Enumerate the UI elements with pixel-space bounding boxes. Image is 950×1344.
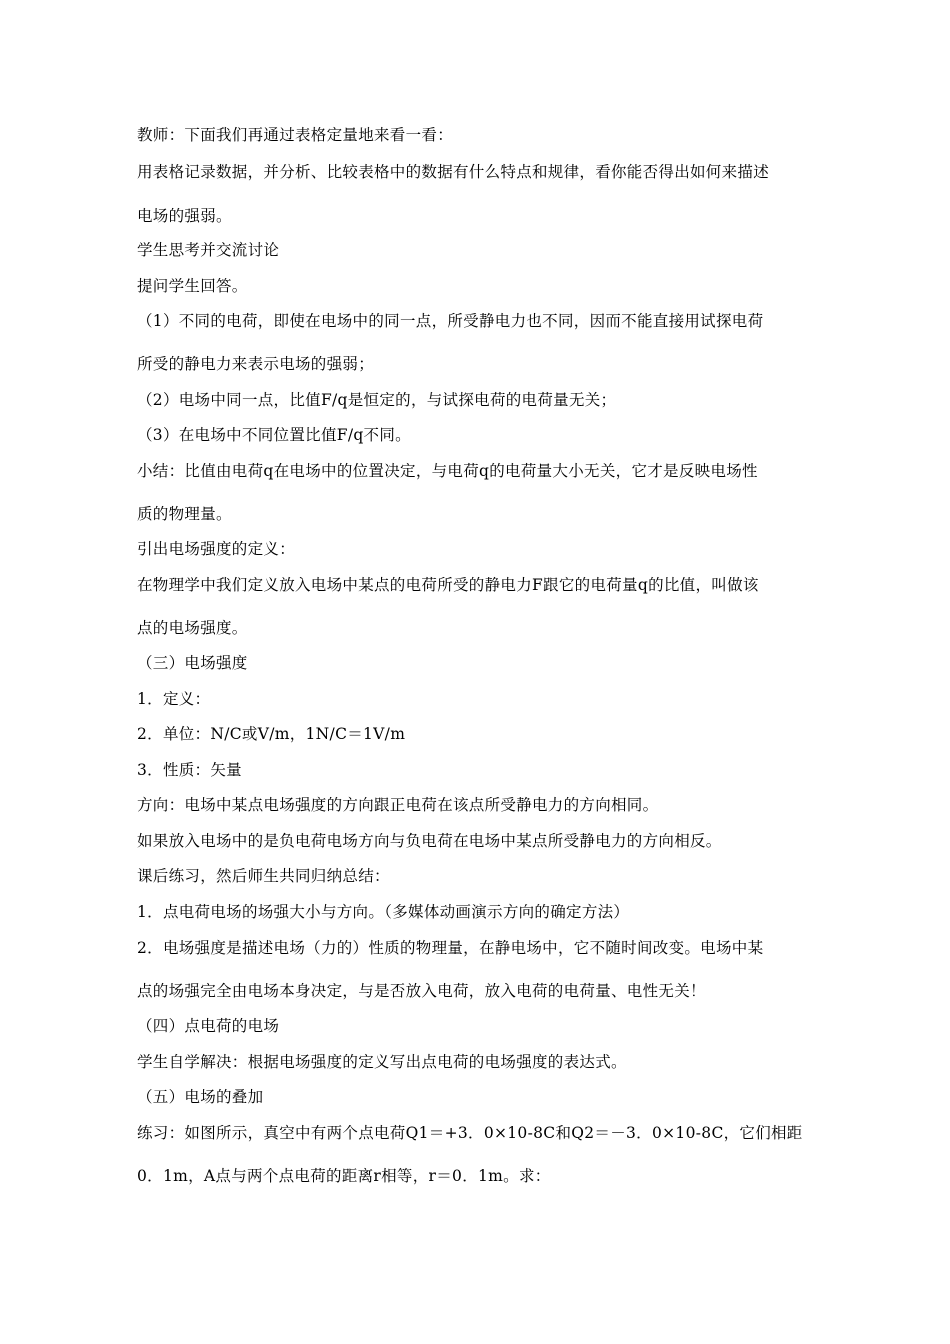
paragraph-line: 练习：如图所示，真空中有两个点电荷Q1＝+3．0×10-8C和Q2＝－3．0×10-8C，它们相距	[137, 1124, 803, 1142]
section-heading: （四）点电荷的电场	[137, 1017, 280, 1035]
list-item: 2．电场强度是描述电场（力的）性质的物理量，在静电场中，它不随时间改变。电场中某	[137, 939, 764, 957]
paragraph-line: 提问学生回答。	[137, 277, 248, 295]
paragraph-line: 学生思考并交流讨论	[137, 241, 280, 259]
paragraph-line: 教师：下面我们再通过表格定量地来看一看：	[137, 126, 454, 144]
paragraph-line: （1）不同的电荷，即使在电场中的同一点，所受静电力也不同，因而不能直接用试探电荷	[137, 312, 764, 330]
paragraph-line: 课后练习，然后师生共同归纳总结：	[137, 867, 390, 885]
paragraph-line: 引出电场强度的定义：	[137, 540, 296, 558]
paragraph-line: 点的电场强度。	[137, 619, 248, 637]
paragraph-line: 所受的静电力来表示电场的强弱；	[137, 355, 375, 373]
list-item: 1．定义：	[137, 690, 211, 708]
paragraph-line: 质的物理量。	[137, 505, 232, 523]
list-item: 1．点电荷电场的场强大小与方向。（多媒体动画演示方向的确定方法）	[137, 903, 630, 921]
paragraph-line: 学生自学解决：根据电场强度的定义写出点电荷的电场强度的表达式。	[137, 1053, 627, 1071]
paragraph-line: 小结：比值由电荷q在电场中的位置决定，与电荷q的电荷量大小无关，它才是反映电场性	[137, 462, 758, 480]
paragraph-line: 电场的强弱。	[137, 207, 232, 225]
section-heading: （五）电场的叠加	[137, 1088, 264, 1106]
section-heading: （三）电场强度	[137, 654, 248, 672]
paragraph-line: 方向：电场中某点电场强度的方向跟正电荷在该点所受静电力的方向相同。	[137, 796, 659, 814]
list-item: 2．单位：N/C或V/m，1N/C＝1V/m	[137, 725, 406, 743]
paragraph-line: 如果放入电场中的是负电荷电场方向与负电荷在电场中某点所受静电力的方向相反。	[137, 832, 722, 850]
paragraph-line: 在物理学中我们定义放入电场中某点的电荷所受的静电力F跟它的电荷量q的比值，叫做该	[137, 576, 759, 594]
paragraph-line: 用表格记录数据，并分析、比较表格中的数据有什么特点和规律，看你能否得出如何来描述	[137, 163, 770, 181]
paragraph-line: （3）在电场中不同位置比值F/q不同。	[137, 426, 411, 444]
paragraph-line: （2）电场中同一点，比值F/q是恒定的，与试探电荷的电荷量无关；	[137, 391, 617, 409]
list-item: 3．性质：矢量	[137, 761, 242, 779]
paragraph-line: 0．1m，A点与两个点电荷的距离r相等，r＝0．1m。求：	[137, 1167, 551, 1185]
paragraph-line: 点的场强完全由电场本身决定，与是否放入电荷，放入电荷的电荷量、电性无关！	[137, 982, 706, 1000]
